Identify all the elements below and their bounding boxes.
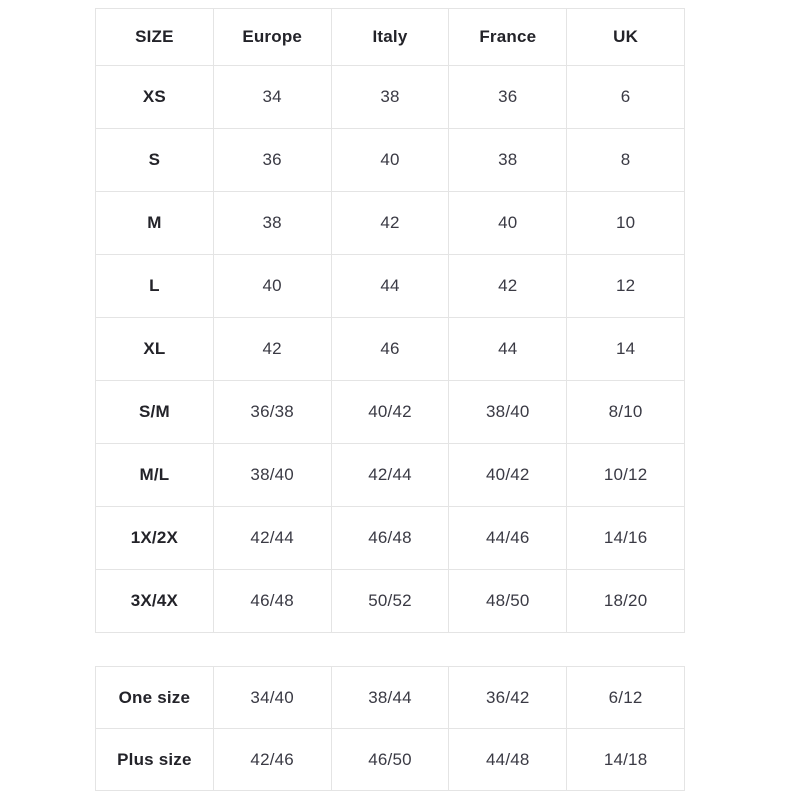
size-value-cell: 44/46	[449, 507, 567, 570]
size-label-cell: One size	[96, 667, 214, 729]
size-label-cell: S	[96, 129, 214, 192]
size-value-cell: 14	[567, 318, 685, 381]
size-value-cell: 40	[214, 255, 332, 318]
size-value-cell: 40/42	[449, 444, 567, 507]
size-value-cell: 36/42	[449, 667, 567, 729]
size-value-cell: 42	[332, 192, 450, 255]
column-header: Europe	[214, 9, 332, 66]
size-value-cell: 46	[332, 318, 450, 381]
size-value-cell: 42/44	[332, 444, 450, 507]
size-value-cell: 42/44	[214, 507, 332, 570]
size-value-cell: 50/52	[332, 570, 450, 633]
size-label-cell: Plus size	[96, 729, 214, 791]
size-value-cell: 10	[567, 192, 685, 255]
size-value-cell: 36	[214, 129, 332, 192]
size-value-cell: 44	[449, 318, 567, 381]
size-value-cell: 6/12	[567, 667, 685, 729]
size-conversion-table	[95, 8, 685, 633]
size-label-cell: S/M	[96, 381, 214, 444]
size-label-cell: M/L	[96, 444, 214, 507]
size-value-cell: 14/18	[567, 729, 685, 791]
size-value-cell: 38	[332, 66, 450, 129]
size-value-cell: 46/48	[214, 570, 332, 633]
column-header: SIZE	[96, 9, 214, 66]
size-value-cell: 40	[332, 129, 450, 192]
special-sizes-table	[95, 666, 685, 791]
size-value-cell: 46/50	[332, 729, 450, 791]
size-value-cell: 40/42	[332, 381, 450, 444]
size-value-cell: 42	[214, 318, 332, 381]
size-label-cell: M	[96, 192, 214, 255]
size-value-cell: 46/48	[332, 507, 450, 570]
size-value-cell: 42	[449, 255, 567, 318]
column-header: France	[449, 9, 567, 66]
size-value-cell: 12	[567, 255, 685, 318]
size-value-cell: 42/46	[214, 729, 332, 791]
column-header: UK	[567, 9, 685, 66]
size-value-cell: 38/40	[214, 444, 332, 507]
size-value-cell: 36	[449, 66, 567, 129]
size-label-cell: XL	[96, 318, 214, 381]
size-label-cell: L	[96, 255, 214, 318]
size-value-cell: 38	[214, 192, 332, 255]
size-value-cell: 8	[567, 129, 685, 192]
size-value-cell: 38/40	[449, 381, 567, 444]
size-value-cell: 34/40	[214, 667, 332, 729]
size-label-cell: XS	[96, 66, 214, 129]
size-value-cell: 8/10	[567, 381, 685, 444]
size-value-cell: 38	[449, 129, 567, 192]
size-value-cell: 18/20	[567, 570, 685, 633]
size-value-cell: 14/16	[567, 507, 685, 570]
column-header: Italy	[332, 9, 450, 66]
size-value-cell: 36/38	[214, 381, 332, 444]
size-value-cell: 44/48	[449, 729, 567, 791]
size-label-cell: 1X/2X	[96, 507, 214, 570]
size-value-cell: 40	[449, 192, 567, 255]
size-value-cell: 38/44	[332, 667, 450, 729]
size-value-cell: 6	[567, 66, 685, 129]
size-value-cell: 10/12	[567, 444, 685, 507]
size-value-cell: 34	[214, 66, 332, 129]
size-value-cell: 44	[332, 255, 450, 318]
size-label-cell: 3X/4X	[96, 570, 214, 633]
size-value-cell: 48/50	[449, 570, 567, 633]
